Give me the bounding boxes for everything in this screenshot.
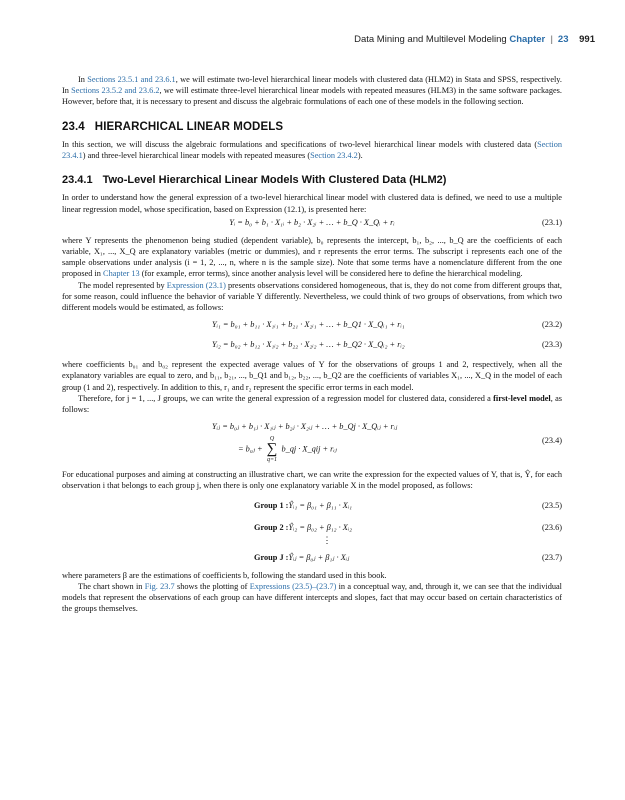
link-expressions-23-5-23-7[interactable]: Expressions (23.5)–(23.7) xyxy=(249,581,337,591)
equation-23-1: Yᵢ = b₀ + b₁ · X₁ᵢ + b₂ · X₂ᵢ + … + b_Q · X_Qᵢ + rᵢ (23.1) xyxy=(229,217,562,227)
equation-23-6: Group 2 :Ŷᵢ₂ = β₀₂ + β₁₂ · Xᵢ₂ (23.6) xyxy=(254,522,562,532)
book-title: Data Mining and Multilevel Modeling xyxy=(354,34,507,45)
link-section-23-4-1[interactable]: Section 23.4.1 xyxy=(62,139,562,161)
link-fig-23-7[interactable]: Fig. 23.7 xyxy=(144,581,175,591)
equation-23-3: Yᵢ₂ = b₀₂ + b₁₂ · X₁ᵢ₂ + b₂₂ · X₂ᵢ₂ + … + b_Q2 · X_Qᵢ₂ + rᵢ₂ (23.3) xyxy=(212,340,562,350)
paragraph-1: In order to understand how the general expression of a two-level hierarchical linear model with clustered data is defined, we need to use a multiple linear regression model, whose specification, based on Expression (12.1), is presented here: xyxy=(62,193,562,214)
link-expression-23-1[interactable]: Expression (23.1) xyxy=(166,280,226,290)
running-header xyxy=(354,34,595,45)
paragraph-2: where Y represents the phenomenon being studied (dependent variable), b₀ represents the intercept, b₁, b₂, ..., b_Q are the coefficients of each variable, X₁, ..., X_Q are explanatory variables (metric or dummies), and r represents the error terms. The subscript i represents each one of the sample observations under analysis (i = 1, 2, ..., n, where n is the sample size). Note that some terms have a nomenclature different from the one proposed in Chapter 13 (for example, error terms), since another analysis level will be considered here to define the hierarchical modeling. xyxy=(62,235,562,279)
equation-23-4-line1: Yᵢⱼ = b₀ⱼ + b₁ⱼ · X₁ᵢⱼ + b₂ⱼ · X₂ᵢⱼ + … + b_Qj · X_Qᵢⱼ + rᵢⱼ xyxy=(212,422,398,432)
section-heading: 23.4 HIERARCHICAL LINEAR MODELS xyxy=(62,120,284,133)
paragraph-8: The chart shown in Fig. 23.7 shows the plotting of Expressions (23.5)–(23.7) in a conceptual way, and, through it, we can see that the individual models that represent the observations of each group can have different intercepts and slopes, fact that may occur based on certain characteristics of the groups themselves. xyxy=(62,581,562,614)
equation-23-5: Group 1 :Ŷᵢ₁ = β₀₁ + β₁₁ · Xᵢ₁ (23.5) xyxy=(254,500,562,510)
subsection-heading: 23.4.1 Two-Level Hierarchical Linear Models With Clustered Data (HLM2) xyxy=(62,174,447,187)
link-sections-23-5-2[interactable]: Sections 23.5.2 and 23.6.2 xyxy=(71,86,160,96)
equation-23-2: Yᵢ₁ = b₀₁ + b₁₁ · X₁ᵢ₁ + b₂₁ · X₂ᵢ₁ + … + b_Q1 · X_Qᵢ₁ + rᵢ₁ (23.2) xyxy=(212,320,562,330)
page-body xyxy=(62,74,562,614)
equation-23-4-line2: = b₀ⱼ + Q ∑ q=1 b_qj · X_qij + rᵢⱼ (23.4) xyxy=(238,436,562,464)
summation-sign: Q ∑ q=1 xyxy=(266,436,278,464)
equation-23-7: Group J :Ŷᵢⱼ = β₀ⱼ + β₁ⱼ · Xᵢⱼ (23.7) xyxy=(254,552,562,562)
paragraph-5: Therefore, for j = 1, ..., J groups, we can write the general expression of a regression model for clustered data, considered a first-level model, as follows: xyxy=(62,393,563,415)
link-chapter-13[interactable]: Chapter 13 xyxy=(103,269,140,279)
link-sections-23-5-1[interactable]: Sections 23.5.1 and 23.6.1 xyxy=(87,75,176,84)
chapter-number: 23 xyxy=(557,34,569,45)
page-number: 991 xyxy=(579,34,595,45)
paragraph-6: For educational purposes and aiming at constructing an illustrative chart, we can write the expression for the expected values of Y, that is, Ŷ, for each observation i that belongs to each group j, when there is only one explanatory variable X in the model proposed, as follows: xyxy=(62,470,562,491)
vertical-ellipsis: ⋮ xyxy=(322,534,332,545)
paragraph-3: The model represented by Expression (23.1) presents observations considered homogeneous, that is, they do not come from different groups that, for some reason, could influence the behavior of variable Y differently. Nevertheless, we could think of two groups of observations, from which two different models would be estimated, as follows: xyxy=(62,280,563,313)
chapter-label: Chapter | 23 xyxy=(509,34,569,45)
link-section-23-4-2[interactable]: Section 23.4.2 xyxy=(310,151,358,161)
paragraph-4: where coefficients b₀₁ and b₀₂ represent the expected average values of Y for the observations of groups 1 and 2, respectively, when all the explanatory variables are equal to zero, and b₁₁, b₂₁, ..., b_Q1 and b₁₂, b₂₂, ..., b_Q2 are the coefficients of variables X₁, ..., X_Q in the model of each group (1 and 2), respectively. In addition to this, r₁ and r₂ represent the specific error terms in each model. xyxy=(62,360,562,392)
section-paragraph: In this section, we will discuss the algebraic formulations and specifications of two-level hierarchical linear models with clustered data (Section 23.4.1) and three-level hierarchical linear models with repeated measures (Section 23.4.2). xyxy=(62,139,562,161)
paragraph-7: where parameters β are the estimations of coefficients b, following the standard used in this book. xyxy=(62,570,387,580)
intro-paragraph: In Sections 23.5.1 and 23.6.1, we will estimate two-level hierarchical linear models with clustered data (HLM2) in Stata and SPSS, respectively. In Sections 23.5.2 and 23.6.2, we will estimate three-level hierarchical linear models with repeated measures (HLM3) in the same software packages. However, before that, it is necessary to present and discuss the algebraic formulations of each one of these models in the following section. xyxy=(62,75,562,107)
